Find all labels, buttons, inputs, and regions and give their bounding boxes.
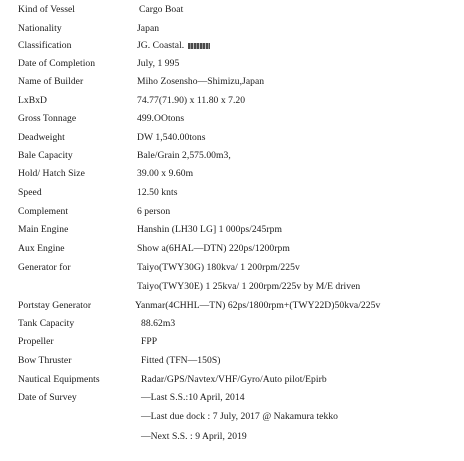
spec-value: Radar/GPS/Navtex/VHF/Gyro/Auto pilot/Epirb	[141, 374, 327, 385]
spec-row-nationality	[0, 22, 464, 36]
spec-value: Hanshin (LH30 LG] 1 000ps/245rpm	[137, 224, 282, 235]
spec-label: Kind of Vessel	[18, 4, 76, 15]
spec-row-kind-of-vessel	[0, 3, 464, 17]
spec-row-classification	[0, 39, 464, 53]
spec-label: Portstay Generator	[18, 300, 92, 311]
spec-value: FPP	[141, 336, 158, 347]
spec-value: Miho Zosensho—Shimizu,Japan	[137, 76, 265, 87]
spec-row-portstay-generator	[0, 299, 464, 313]
spec-row-bow-thruster	[0, 354, 464, 368]
spec-value: Taiyo(TWY30E) 1 25kva/ 1 200rpm/225v by M/E driven	[137, 281, 361, 292]
spec-row-deadweight	[0, 131, 464, 145]
spec-value: JG. Coastal.	[137, 40, 185, 51]
spec-label: Complement	[18, 206, 69, 217]
spec-row-generator-for	[0, 261, 464, 275]
spec-label: Nautical Equipments	[18, 374, 100, 385]
spec-value: July, 1 995	[137, 58, 180, 69]
spec-label: Date of Completion	[18, 58, 96, 69]
spec-row-main-engine	[0, 223, 464, 237]
spec-label: Generator for	[18, 262, 71, 273]
spec-label: Hold/ Hatch Size	[18, 168, 85, 179]
spec-label: Classification	[18, 40, 72, 51]
spec-value: —Next S.S. : 9 April, 2019	[141, 431, 247, 442]
spec-label: Speed	[18, 187, 42, 198]
spec-row-aux-engine	[0, 242, 464, 256]
spec-value: 88.62m3	[141, 318, 176, 329]
smudged-text-mark	[188, 43, 210, 49]
spec-value: 12.50 knts	[137, 187, 178, 198]
spec-label: Aux Engine	[18, 243, 65, 254]
spec-value: Show a(6HAL—DTN) 220ps/1200rpm	[137, 243, 290, 254]
spec-value: Bale/Grain 2,575.00m3,	[137, 150, 231, 161]
spec-value: Cargo Boat	[139, 4, 184, 15]
spec-row-lxbxd	[0, 94, 464, 108]
spec-label: LxBxD	[18, 95, 48, 106]
spec-label: Main Engine	[18, 224, 69, 235]
spec-row-date-of-survey-continued	[0, 430, 464, 444]
spec-label: Bale Capacity	[18, 150, 73, 161]
spec-row-date-of-completion	[0, 57, 464, 71]
spec-value: —Last due dock : 7 July, 2017 @ Nakamura tekko	[141, 411, 339, 422]
spec-row-complement	[0, 205, 464, 219]
spec-label: Propeller	[18, 336, 54, 347]
spec-value: Taiyo(TWY30G) 180kva/ 1 200rpm/225v	[137, 262, 300, 273]
spec-label: Date of Survey	[18, 392, 77, 403]
spec-value: Fitted (TFN—150S)	[141, 355, 221, 366]
spec-label: Deadweight	[18, 132, 65, 143]
spec-row-hold-hatch-size	[0, 167, 464, 181]
spec-value: 39.00 x 9.60m	[137, 168, 194, 179]
spec-row-generator-for-continued	[0, 280, 464, 294]
spec-row-speed	[0, 186, 464, 200]
spec-label: Nationality	[18, 23, 62, 34]
spec-row-name-of-builder	[0, 75, 464, 89]
spec-row-gross-tonnage	[0, 112, 464, 126]
spec-value: —Last S.S.:10 April, 2014	[141, 392, 245, 403]
spec-value: Japan	[137, 23, 160, 34]
spec-value-group	[137, 39, 210, 53]
spec-value: 6 person	[137, 206, 171, 217]
spec-row-nautical-equipments	[0, 373, 464, 387]
spec-label: Name of Builder	[18, 76, 84, 87]
spec-value: 499.OOtons	[137, 113, 185, 124]
spec-label: Bow Thruster	[18, 355, 72, 366]
spec-value: 74.77(71.90) x 11.80 x 7.20	[137, 95, 246, 106]
spec-row-date-of-survey	[0, 391, 464, 405]
spec-row-date-of-survey-continued	[0, 410, 464, 424]
spec-label: Gross Tonnage	[18, 113, 77, 124]
spec-value: DW 1,540.00tons	[137, 132, 206, 143]
spec-value: Yanmar(4CHHL—TN) 62ps/1800rpm+(TWY22D)50kva/225v	[135, 300, 381, 311]
spec-label: Tank Capacity	[18, 318, 75, 329]
spec-row-tank-capacity	[0, 317, 464, 331]
spec-row-bale-capacity	[0, 149, 464, 163]
spec-row-propeller	[0, 335, 464, 349]
